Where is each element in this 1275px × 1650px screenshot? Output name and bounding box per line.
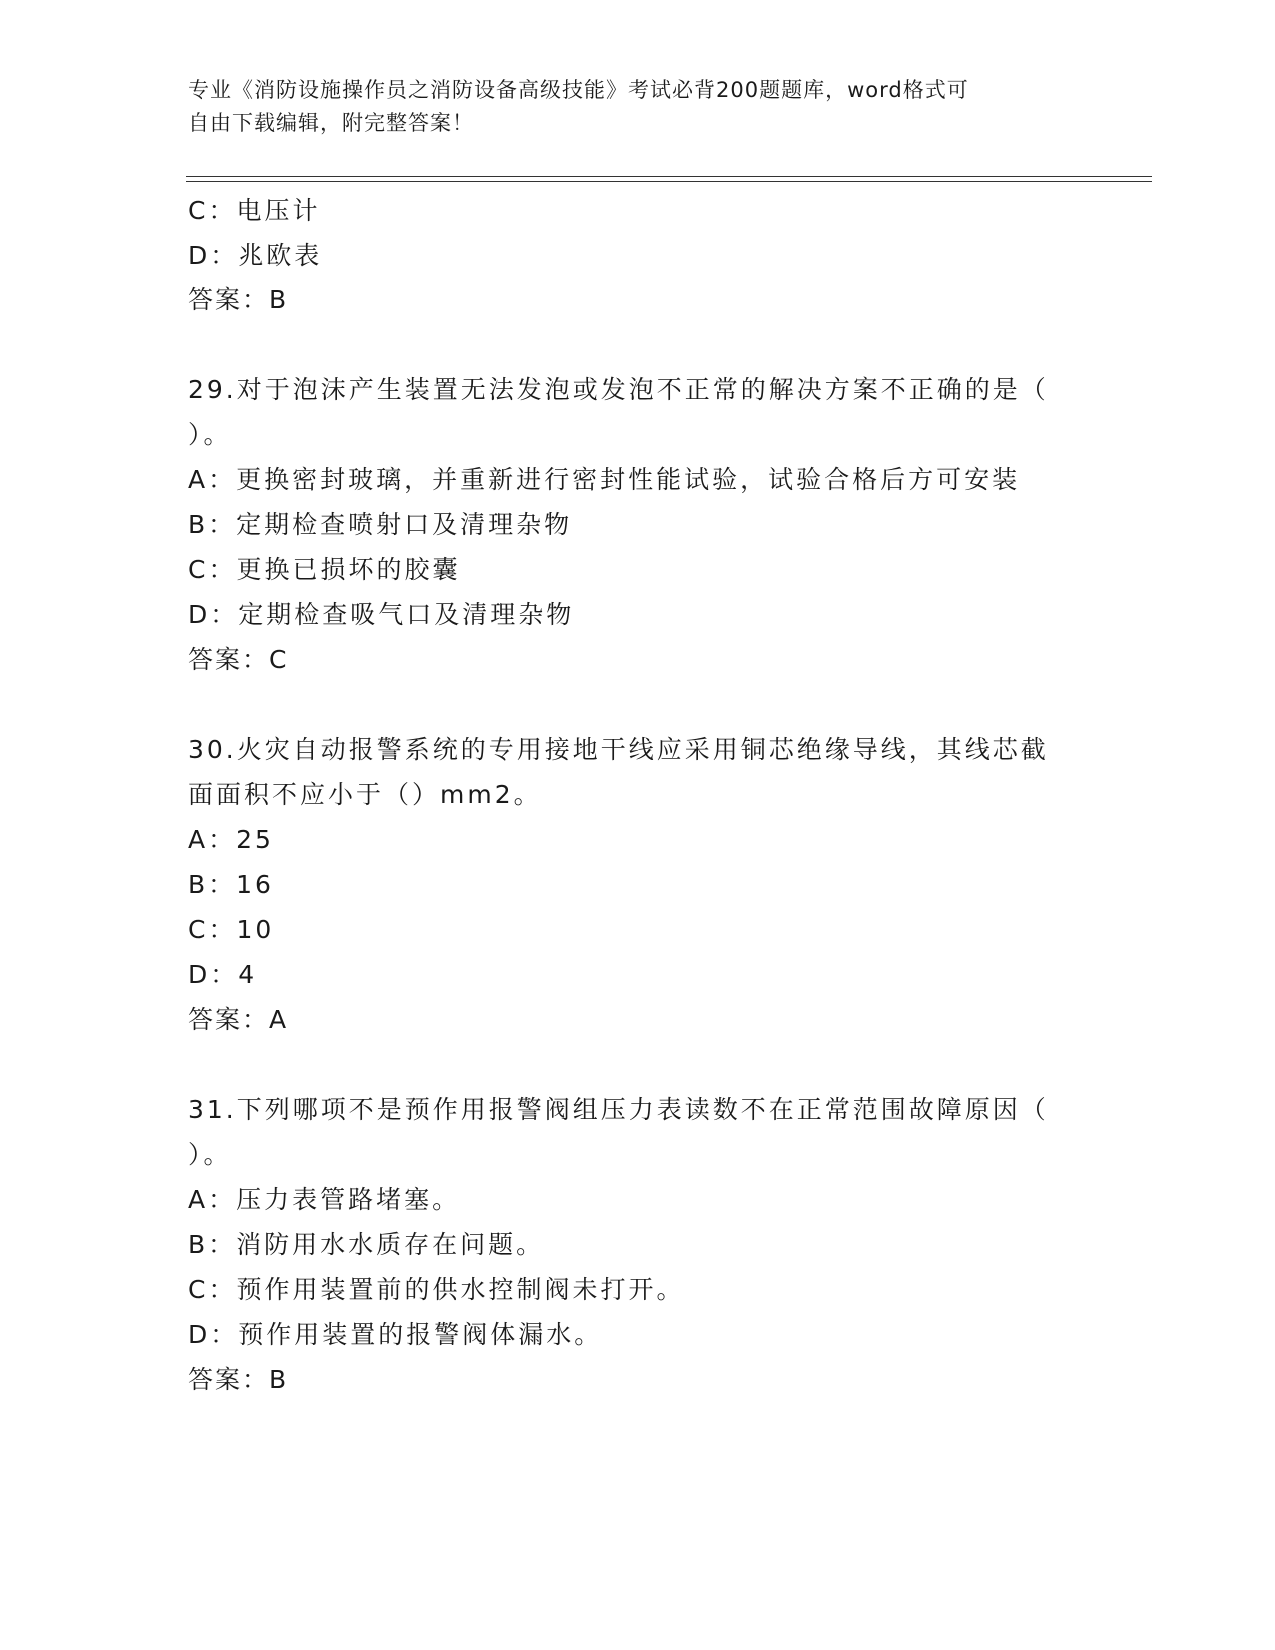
header-line-2: 自由下载编辑，附完整答案！ [188, 111, 474, 135]
question-29-stem-line-2: ）。 [188, 420, 232, 449]
question-29-stem-line-1: 29.对于泡沫产生装置无法发泡或发泡不正常的解决方案不正确的是（ [188, 375, 1049, 404]
question-30-option-c: C：10 [188, 915, 275, 944]
prev-option-d: D：兆欧表 [188, 241, 323, 270]
question-31-stem-line-1: 31.下列哪项不是预作用报警阀组压力表读数不在正常范围故障原因（ [188, 1095, 1049, 1124]
prev-answer: 答案：B [188, 285, 289, 314]
question-30-stem-line-1: 30.火灾自动报警系统的专用接地干线应采用铜芯绝缘导线，其线芯截 [188, 735, 1049, 764]
question-30-stem-line-2: 面面积不应小于（）mm2。 [188, 780, 542, 809]
question-30-option-b: B：16 [188, 870, 274, 899]
question-31-option-b: B：消防用水水质存在问题。 [188, 1230, 545, 1259]
question-29-answer: 答案：C [188, 645, 289, 674]
question-29-option-a: A：更换密封玻璃，并重新进行密封性能试验，试验合格后方可安装 [188, 465, 1021, 494]
question-31-option-a: A：压力表管路堵塞。 [188, 1185, 461, 1214]
header-rule-bottom [186, 181, 1152, 182]
question-30-option-d: D：4 [188, 960, 258, 989]
header-line-1: 专业《消防设施操作员之消防设备高级技能》考试必背200题题库，word格式可 [188, 78, 969, 102]
question-29-option-c: C：更换已损坏的胶囊 [188, 555, 461, 584]
question-30-option-a: A：25 [188, 825, 274, 854]
question-31-stem-line-2: ）。 [188, 1140, 232, 1169]
question-31-option-c: C：预作用装置前的供水控制阀未打开。 [188, 1275, 685, 1304]
question-31-answer: 答案：B [188, 1365, 289, 1394]
header-rule-top [186, 176, 1152, 177]
prev-option-c: C：电压计 [188, 196, 321, 225]
page-header [188, 74, 1088, 140]
question-29-option-b: B：定期检查喷射口及清理杂物 [188, 510, 573, 539]
question-30-answer: 答案：A [188, 1005, 289, 1034]
question-29-option-d: D：定期检查吸气口及清理杂物 [188, 600, 575, 629]
question-31-option-d: D：预作用装置的报警阀体漏水。 [188, 1320, 603, 1349]
